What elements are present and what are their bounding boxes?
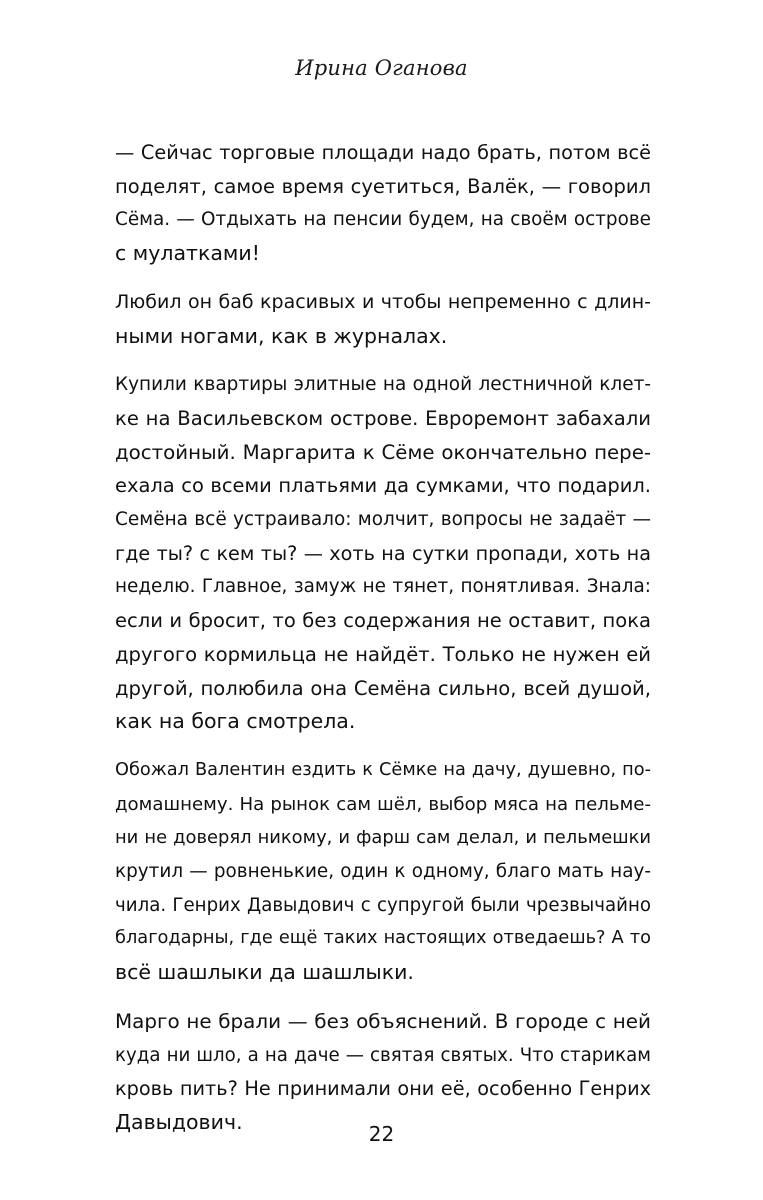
text-line: ехала со всеми платьями да сумками, что подарил. <box>115 474 651 498</box>
text-line: другого кормильца не найдёт. Только не нужен ей <box>115 642 651 666</box>
text-line: Любил он баб красивых и чтобы непременно с длин- <box>115 290 651 313</box>
paragraph-3 <box>115 368 651 739</box>
text-line: Обожал Валентин ездить к Сёмке на дачу, душевно, по- <box>115 759 651 780</box>
text-line: благодарны, где ещё таких настоящих отведаешь? А то <box>115 928 651 949</box>
text-line: с мулатками! <box>115 241 260 266</box>
text-line: Сёма. — Отдыхать на пенсии будем, на своём острове <box>115 209 651 231</box>
text-line: ными ногами, как в журналах. <box>115 323 448 348</box>
text-line: достойный. Маргарита к Сёме окончательно пере- <box>115 440 651 464</box>
text-line: крутил — ровненькие, один к одному, благо мать нау- <box>115 861 651 883</box>
page-number: 22 <box>368 1122 395 1146</box>
text-line: Купили квартиры элитные на одной лестничной клет- <box>115 374 651 396</box>
text-line: чила. Генрих Давыдович с супругой были чрезвычайно <box>115 894 651 916</box>
paragraph-5 <box>115 1005 651 1140</box>
text-line: куда ни шло, а на даче — святая святых. Что старикам <box>115 1044 651 1066</box>
text-line: — Сейчас торговые площади надо брать, потом всё <box>115 141 651 164</box>
text-line: если и бросит, то без содержания не оставит, пока <box>115 609 651 633</box>
text-line: другой, полюбила она Семёна сильно, всей душой, <box>115 676 651 700</box>
text-line: домашнему. На рынок сам шёл, выбор мяса на пельме- <box>115 793 651 815</box>
paragraph-1 <box>115 136 651 271</box>
paragraph-2 <box>115 286 651 353</box>
text-line: ке на Васильевском острове. Евроремонт забахали <box>115 406 651 430</box>
text-line: ни не доверял никому, и фарш сам делал, и пельмешки <box>115 827 651 849</box>
text-line: всё шашлыки да шашлыки. <box>115 960 414 985</box>
text-line: Давыдович. <box>115 1109 243 1134</box>
text-line: поделят, самое время суетиться, Валёк, — говорил <box>115 174 651 198</box>
text-line: кровь пить? Не принимали они её, особенно Генрих <box>115 1077 651 1101</box>
running-head-author: Ирина Оганова <box>295 56 468 80</box>
text-line: как на бога смотрела. <box>115 709 356 734</box>
body-text <box>115 136 651 1155</box>
text-line: Семёна всё устраивало: молчит, вопросы не задаёт — <box>115 509 651 531</box>
text-line: Марго не брали — без объяснений. В городе с ней <box>115 1009 651 1033</box>
text-line: неделю. Главное, замуж не тянет, понятливая. Знала: <box>115 576 651 598</box>
text-line: где ты? с кем ты? — хоть на сутки пропади, хоть на <box>115 541 651 565</box>
paragraph-4 <box>115 754 651 990</box>
